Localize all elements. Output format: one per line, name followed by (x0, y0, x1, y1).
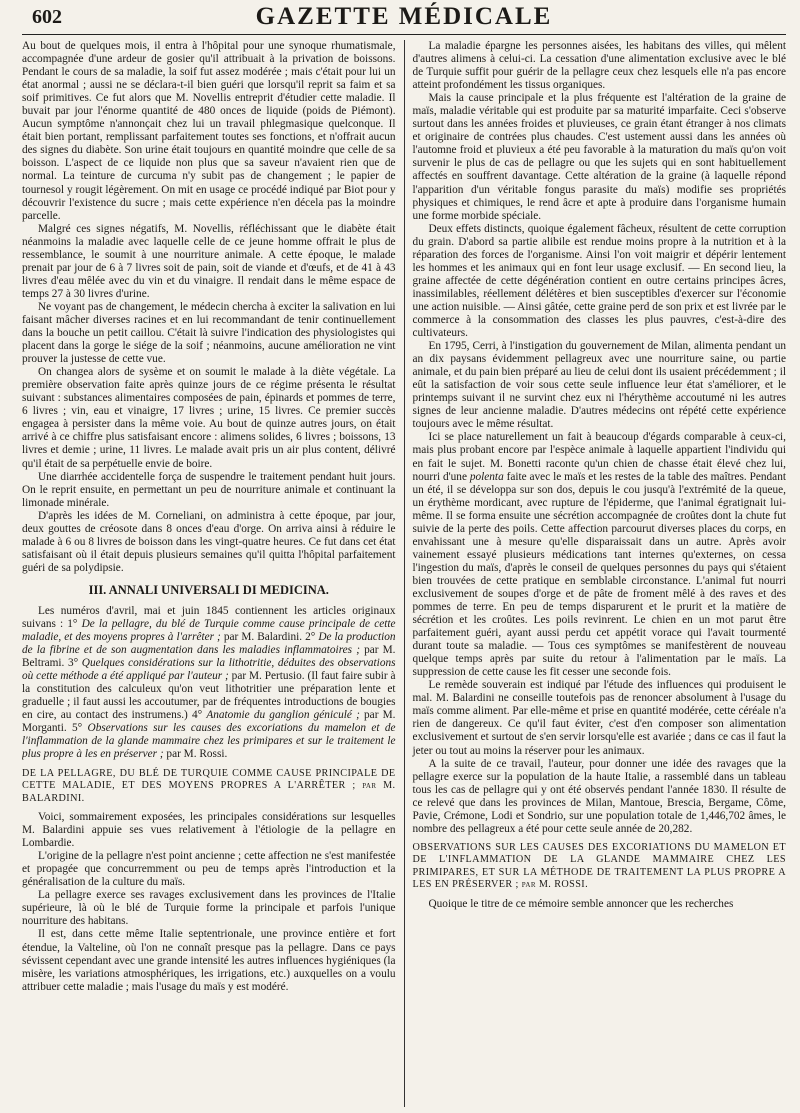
right-column (412, 40, 786, 1107)
article-heading: DE LA PELLAGRE, DU BLÉ DE TURQUIE COMME CAUSE PRINCIPALE DE CETTE MALADIE, ET DES MOYENS PROPRES A L'ARRÊTER ; par M. BALARDINI. (22, 767, 396, 804)
paragraph: La pellagre exerce ses ravages exclusivement dans les provinces de l'Italie supérieure, là où le blé de Turquie forme la principale et parfois l'unique nourriture des habitans. (22, 889, 396, 928)
paragraph: En 1795, Cerri, à l'instigation du gouvernement de Milan, alimenta pendant un an dix paysans évidemment pellagreux avec une nourriture saine, ou partie animale, et du pain bien préparé au lieu de celui dont ils usaient précédemment ; il eût la satisfaction de voir sous cette seule influence leur état s'améliorer, et le printemps suivant il ne survint chez eux ni l'hérythème accoutumé ni les autres signes de leur ancienne maladie. D'autres médecins ont répété cette expérience toujours avec le même résultat. (412, 340, 786, 431)
paragraph: D'après les idées de M. Corneliani, on administra à cette époque, par jour, deux gouttes de créosote dans 8 onces d'eau d'orge. On arriva ainsi à réduire le malade à 6 ou 8 livres de boisson dans les vingt-quatre heures. Ce fut dans cet état satisfaisant où il était depuis plusieurs semaines qu'il quitta l'hôpital parfaitement guéri de sa polydipsie. (22, 509, 396, 574)
paragraph: Le remède souverain est indiqué par l'étude des influences qui produisent le mal. M. Balardini ne conseille toutefois pas de renoncer absolument à l'usage du maïs comme aliment. Par elle-même et prise en quantité modérée, cette céréale n'a rien de dangereux. Ce qu'il faut éviter, c'est d'en composer son alimentation exclusivement et surtout de s'en servir lorsqu'elle est avariée ; dans ce cas il faut la jeter ou tout au moins la réserver pour les animaux. (412, 679, 786, 757)
masthead-title: GAZETTE MÉDICALE (255, 3, 553, 30)
paragraph: On changea alors de sysème et on soumit le malade à la diète végétale. La première observation faite après quinze jours de ce régime présenta le résultat suivant : substances alimentaires composées de pain, épinards et pommes de terre, 6 livres ; vin, eau et vinaigre, 17 livres ; urine, 15 livres. Ce premier succès engagea à persister dans la même voie. Au bout de quinze autres jours, on était arrivé à ce chiffre plus satisfaisant encore : alimens solides, 6 livres ; boissons, 13 livres et demie ; urine, 11 livres. Le malade avait pris un air plus content, délivré qu'il était de sa perpétuelle envie de boire. (22, 366, 396, 470)
section-title: III. ANNALI UNIVERSALI DI MEDICINA. (88, 582, 329, 597)
paragraph: La maladie épargne les personnes aisées, les habitans des villes, qui mêlent d'autres alimens à celui-ci. La cessation d'une alimentation exclusive avec le blé de Turquie suffit pour guérir de la pellagre ceux chez lesquels elle n'a pas encore atteint profondément les tissus organiques. (412, 40, 786, 92)
page-number: 602 (32, 6, 62, 28)
left-column (22, 40, 396, 1107)
column-divider (404, 40, 405, 1107)
articles-list-paragraph: Les numéros d'avril, mai et juin 1845 contiennent les articles originaux suivans : 1° De la pellagre, du blé de Turquie comme cause principale de cette maladie, et des moyens propres à l'arrêter ; par M. Balardini. 2° De la production de la fibrine et de son augmentation dans les maladies inflammatoires ; par M. Beltrami. 3° Quelques considérations sur la lithotritie, déduites des observations où cette méthode a été appliqué par l'auteur ; par M. Pertusio. (Il faut faire subir à la constitution des calculeux qu'on veut lithotritier une préparation lente et graduelle ; il faut aussi les accoutumer, par de fréquentes introductions de bougies en cire, au contact des instrumens.) 4° Anatomie du ganglion géniculé ; par M. Morganti. 5° Observations sur les causes des excoriations du mamelon et de l'inflammation de la glande mammaire chez les primipares et sur le traitement le plus propre à les en préserver ; par M. Rossi. (22, 604, 396, 761)
paragraph: Une diarrhée accidentelle força de suspendre le traitement pendant huit jours. On le reprit ensuite, en permettant un peu de nourriture animale et continuant la limonade minérale. (22, 470, 396, 509)
paragraph: Au bout de quelques mois, il entra à l'hôpital pour une synoque rhumatismale, accompagnée d'une ardeur de gosier qu'il attribuait à la privation de boissons. Pendant le cours de sa maladie, la soif fut assez modérée ; mais c'était pour lui un état anormal ; aussi ne se déclara-t-il bien guéri que lorsqu'il reprit sa faim et sa soif primitives. Ce fut alors que M. Novellis entreprit d'étudier cette maladie. Il buvait par jour l'énorme quantité de 480 onces de liquide (poids de Piémont). Aucun symptôme n'annonçait chez lui un travail phlegmasique quelconque. Il était bien portant, remplissant parfaitement toutes ses fonctions, et n'offrait aucun des signes du diabète. Son urine était toujours en quantité moindre que celle de sa boisson. L'aspect de ce liquide non plus que sa saveur n'avaient rien que de normal. La teinture de curcuma n'y subit pas de changement ; le papier de tournesol y rougit légèrement. On mit en usage ce procédé indiqué par Biot pour y découvrir l'existence du sucre ; mais cette expérience n'en décela pas la moindre parcelle. (22, 40, 396, 222)
paragraph: Ici se place naturellement un fait à beaucoup d'égards comparable à ceux-ci, mais plus probant encore par l'espèce animale à laquelle appartient l'individu qui en fait le sujet. M. Bonetti raconte qu'un chien de chasse était élevé chez lui, nourri d'une polenta faite avec le maïs et les restes de la table des maîtres. Pendant un été, il se développa sur son dos, depuis le cou jusqu'à l'extrémité de la queue, un érythème mordicant, avec rupture de l'épiderme, que l'animal égratignait lui-même. Il se forma ensuite une sécrétion accompagnée de croûtes dont la chute fut suivie de la perte des poils. Cette affection parcourut diverses places du corps, en envahissant une à mesure qu'elle disparaissait dans un autre. Après avoir vainement essayé plusieurs médications tant internes qu'externes, on cessa l'ingestion du maïs, d'après le conseil de quelques personnes du pays qui s'étaient bien trouvées de cette pratique en semblable circonstance. L'animal fut nourri exclusivement de soupes d'orge et de pâte de froment mêlé à des raves et des pommes de terre. En peu de temps disparurent et le prurit et la matière de sécrétion et les croûtes. Les poils revinrent. Le chien en un mot parut être parfaitement guéri, ayant aussi perdu cet appétit vorace qui l'avait tourmenté durant toute sa maladie. — Tous ces symptômes se manifestèrent de nouveau quelque temps après par suite du retour à l'alimentation par le maïs. La suppression de cette cause les fit cesser une seconde fois. (412, 431, 786, 679)
paragraph: A la suite de ce travail, l'auteur, pour donner une idée des ravages que la pellagre exerce sur la population de la haute Italie, a rassemblé dans un tableau tous les cas de pellagre qui y ont été observés pendant l'année 1830. Il résulte de ce relevé que dans les provinces de Milan, Mantoue, Brescia, Bergame, Côme, Pavie, Crémone, Lodi et Sondrio, sur une population totale de 1,446,702 âmes, le nombre des pellagreux a été pour cette seule année de 20,282. (412, 757, 786, 835)
article-heading: OBSERVATIONS SUR LES CAUSES DES EXCORIATIONS DU MAMELON ET DE L'INFLAMMATION DE LA GLANDE MAMMAIRE CHEZ LES PRIMIPARES, ET SUR LA MÉTHODE DE TRAITEMENT LA PLUS PROPRE A LES EN PRÉSERVER ; par M. ROSSI. (412, 841, 786, 891)
paragraph: Voici, sommairement exposées, les principales considérations sur lesquelles M. Balardini appuie ses vues relativement à l'étiologie de la pellagre en Lombardie. (22, 811, 396, 850)
text-columns (22, 40, 786, 1107)
paragraph: Mais la cause principale et la plus fréquente est l'altération de la graine de maïs, maladie véritable qui est produite par sa maturité imparfaite. Ceci s'observe surtout dans les années froides et pluvieuses, ce grain étant étranger à nos climats et originaire de contrées plus chaudes. C'est ustement aussi dans les années où l'automne froid et pluvieux a été peu favorable à la maturation du maïs qu'on voit survenir le plus de cas de pellagre ou que les sujets qui en sont habituellement affectés en souffrent davantage. Cette altération de la graine (à laquelle répond l'apparition d'un véritable fongus parasite du maïs) modifie ses propriétés physiques et chimiques, le rend âcre et apte à produire dans l'organisme humain une forme morbide spéciale. (412, 92, 786, 222)
paragraph: L'origine de la pellagre n'est point ancienne ; cette affection ne s'est manifestée et propagée que concurremment ou peu de temps après l'introduction et la généralisation de la culture du maïs. (22, 850, 396, 889)
paragraph: Deux effets distincts, quoique également fâcheux, résultent de cette corruption du grain. D'abord sa partie alibile est rendue moins propre à la nutrition et à la réparation des forces de l'organisme. Ainsi l'on voit maigrir et dépérir lentement les hommes et les animaux qui en font leur usage exclusif. — En second lieu, la graine affectée de cette dégénération contient en outre certains principes âcres, inassimilables, réellement délétères et bien susceptibles d'exercer sur l'économie une action nuisible. — Ainsi gâtée, cette graine perd de son prix et est livrée par le commerce à la consommation des classes les plus pauvres, c'est-à-dire des cultivateurs. (412, 222, 786, 340)
paragraph: Ne voyant pas de changement, le médecin chercha à exciter la salivation en lui faisant mâcher diverses racines et en lui recommandant de tenir continuellement dans la bouche un petit caillou. C'était là suivre l'indication des physiologistes qui placent dans la gorge le siége de la soif ; néanmoins, aucune amélioration ne vint prouver la justesse de cette vue. (22, 300, 396, 366)
page-header (22, 0, 786, 35)
paragraph: Quoique le titre de ce mémoire semble annoncer que les recherches (428, 897, 734, 910)
paragraph: Il est, dans cette même Italie septentrionale, une province entière et fort étendue, la Valteline, où l'on ne connaît presque pas la pellagre. Dans ce pays sévissent cependant avec une grande intensité les autres influences hygiéniques (la misère, les variations atmosphériques, les irrigations, etc.) auxquelles on a voulu attribuer cette maladie ; mais l'usage du maïs y est modéré. (22, 928, 396, 993)
paragraph: Malgré ces signes négatifs, M. Novellis, réfléchissant que le diabète était néanmoins la maladie avec laquelle celle de ce jeune homme offrait le plus de ressemblance, le soumit à une nourriture animale. A cette époque, le malade prenait par jour de 6 à 7 livres soit de pain, soit de viande et d'œufs, et de 41 à 43 livres d'eau mêlée avec du vin et du vinaigre. Il rendait dans le même espace de temps 27 à 30 livres d'urine. (22, 222, 396, 300)
